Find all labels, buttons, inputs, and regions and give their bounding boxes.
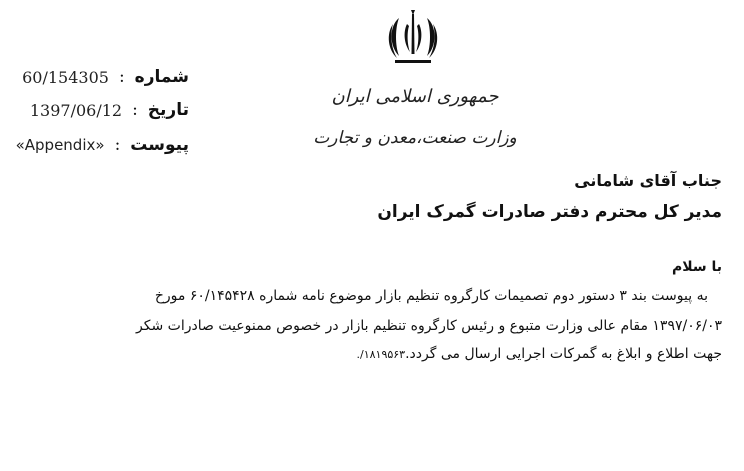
letter-date-label: تاریخ: [147, 100, 189, 120]
body-line-3: [357, 346, 722, 362]
addressee-name: جناب آقای شامانی: [574, 171, 722, 190]
attachment-value[interactable]: «Appendix»: [15, 136, 105, 154]
greeting: با سلام: [671, 259, 722, 275]
country-name: جمهوری اسلامی ایران: [331, 86, 499, 107]
letter-date-value: 1397/06/12: [29, 100, 123, 120]
addressee-title: مدیر کل محترم دفتر صادرات گمرک ایران: [377, 202, 722, 222]
iran-emblem-icon: [385, 10, 441, 68]
ministry-name: وزارت صنعت،معدن و تجارت: [313, 128, 517, 148]
attachment-label: پیوست: [130, 135, 189, 155]
body-line-2: ۱۳۹۷/۰۶/۰۳ مقام عالی وزارت متبوع و رئیس کارگروه تنظیم بازار در خصوص ممنوعیت صادرات شکر: [136, 318, 722, 334]
colon: :: [114, 135, 121, 155]
body-line-3-text: جهت اطلاع و ابلاغ به گمرکات اجرایی ارسال می گردد.: [405, 346, 722, 362]
colon: :: [132, 100, 138, 120]
letter-number-label: شماره: [134, 67, 189, 87]
colon: :: [118, 67, 125, 87]
attachment-row: [16, 133, 189, 157]
letter-number-value: 60/154305: [22, 67, 109, 87]
body-line-1: به پیوست بند ۳ دستور دوم تصمیمات کارگروه تنظیم بازار موضوع نامه شماره ۶۰/۱۴۵۴۲۸ مورخ: [154, 288, 708, 304]
reference-number: ۱۸۱۹۵۶۳/.: [356, 348, 406, 361]
letter-date-row: [30, 98, 189, 122]
letter-number-row: [22, 65, 189, 89]
